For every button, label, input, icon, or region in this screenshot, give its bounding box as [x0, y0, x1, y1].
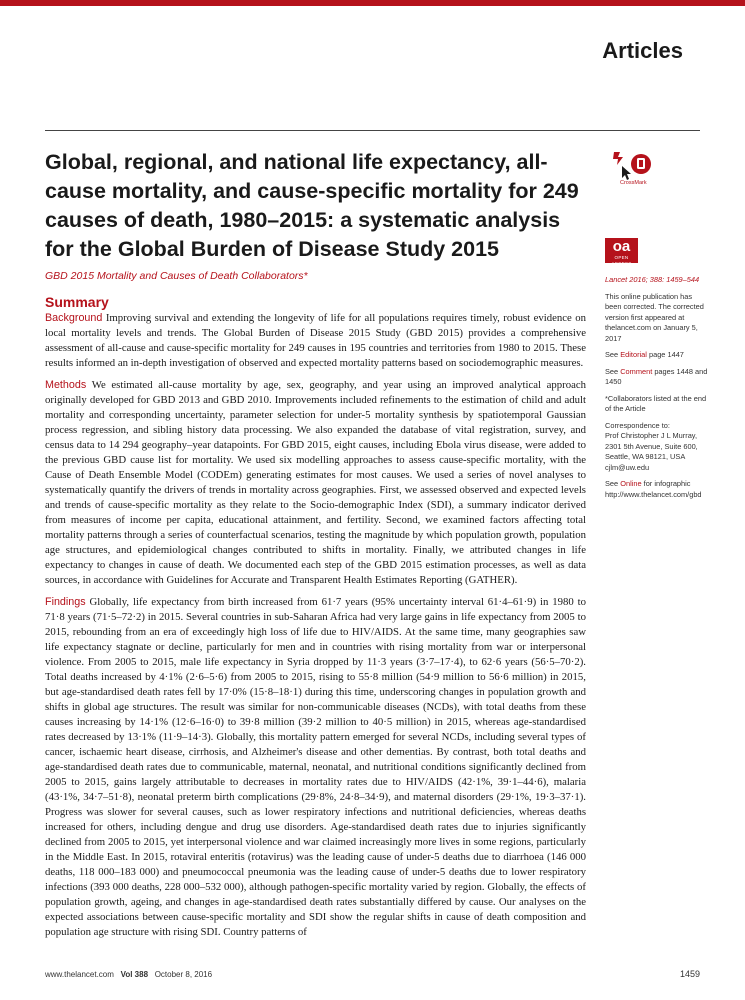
see-editorial-pre: See [605, 350, 621, 359]
see-comment-post: pages 1448 and 1450 [605, 366, 708, 386]
open-access-mark: oa [612, 238, 631, 255]
background-text: Improving survival and extending the longevity of life for all populations requires timely, robust evidence on local mortality levels and trends. The Global Burden of Disease 2015 Study (GBD 2015) provides a comprehensive assessment of all-cause and cause-specific mortality for 249 causes in 195 countries and territories from 1980 to 2015. These results informed an in-depth investigation of observed and expected mortality patterns based on sociodemographic measures. [45, 312, 587, 369]
correspondence-address-2: Seattle, WA 98121, USA [605, 452, 686, 461]
author-line[interactable]: GBD 2015 Mortality and Causes of Death Collaborators* [45, 270, 308, 282]
see-editorial-post: page 1447 [646, 350, 684, 359]
abstract-background [45, 311, 586, 371]
article-title: Global, regional, and national life expectancy, all-cause mortality, and cause-specific mortality for 249 causes of death, 1980–2015: a systematic analysis for the Global Burden of Disease Study 2015 [45, 150, 579, 261]
findings-label: Findings [45, 596, 86, 608]
see-comment-pre: See [605, 366, 621, 376]
correspondence-name: Prof Christopher J L Murray, [605, 431, 697, 440]
online-link[interactable]: Online [620, 479, 642, 488]
see-online-post: for infographic [641, 479, 691, 488]
correction-note: This online publication has been corrected. The corrected version first appeared at thelancet.com on January 5, 2017 [605, 291, 704, 343]
collaborators-note: *Collaborators listed at the end of the Article [605, 393, 707, 413]
methods-label: Methods [45, 379, 87, 391]
summary-heading: Summary [45, 294, 109, 310]
see-comment [605, 367, 710, 388]
abstract-methods [45, 378, 586, 588]
correspondence-email[interactable]: cjlm@uw.edu [605, 462, 650, 472]
crossmark-label: CrossMark [620, 180, 647, 186]
open-access-label: OPEN ACCESS [611, 255, 632, 266]
editorial-link[interactable]: Editorial [620, 350, 647, 359]
abstract-findings [45, 595, 586, 940]
footer-volume: Vol 388 [120, 970, 149, 979]
findings-text: Globally, life expectancy from birth increased from 61·7 years (95% uncertainty interval 61·4–61·9) in 1980 to 71·8 years (71·5–72·2) in 2015. Several countries in sub-Saharan Africa had very large gains in life expectancy from 2005 to 2015, rebounding from an era of exceedingly high loss of life due to HIV/AIDS. At the same time, many geographies saw life expectancy stagnate or decline, particularly for men and in countries with rising mortality from war or interpersonal violence. From 2005 to 2015, male life expectancy in Syria dropped by 11·3 years (3·7–17·4), to 62·6 years (56·5–70·2). Total deaths increased by 4·1% (2·6–5·6) from 2005 to 2015, rising to 55·8 million (54·9 million to 56·6 million) in 2015, but age-standardised death rates fell by 17·0% (15·8–18·1) during this time, underscoring changes in population growth and shifts in global age structures. The result was similar for non-communicable diseases (NCDs), with total deaths from these causes increasing by 14·1% (12·6–16·0) to 39·8 million (39·2 million to 40·5 million) in 2015, whereas age-standardised rates decreased by 13·1% (11·9–14·3). Globally, this mortality pattern emerged for several NCDs, including several types of cancer, ischaemic heart disease, cirrhosis, and Alzheimer's disease and other dementias. By contrast, both total deaths and age-standardised death rates due to communicable, maternal, neonatal, and nutritional conditions significantly declined from 2005 to 2015, gains largely attributable to decreases in mortality rates due to HIV/AIDS (42·1%, 39·1–44·6), malaria (43·1%, 34·7–51·8), neonatal preterm birth complications (29·8%, 24·8–34·9), and maternal disorders (29·1%, 19·3–37·1). Progress was slower for several causes, such as lower respiratory infections and nutritional deficiencies, whereas deaths increased for others, including dengue and drug use disorders. Age-standardised death rates due to injuries significantly declined from 2005 to 2015, yet interpersonal violence and war claimed increasingly more lives in some regions, particularly in the Middle East. In 2015, rotaviral enteritis (rotavirus) was the leading cause of under-5 deaths due to diarrhoea (146 000 deaths, 118 000–183 000) and pneumococcal pneumonia was the leading cause of under-5 deaths due to lower respiratory infections (393 000 deaths, 228 000–532 000), although pathogen-specific mortality varied by region. Globally, the effects of population growth, ageing, and changes in age-standardised death rates substantially differed by cause. Our analyses on the expected associations between cause-specific mortality and SDI show the regular shifts in cause of death composition and population age structure with rising SDI. Country patterns of [45, 596, 587, 938]
see-editorial [605, 350, 710, 361]
citation: Lancet 2016; 388: 1459–544 [605, 275, 700, 284]
footer-date: October 8, 2016 [154, 970, 213, 979]
correspondence-address-1: 2301 5th Avenue, Suite 600, [605, 441, 698, 451]
sidebar [605, 275, 710, 506]
correspondence [605, 421, 710, 474]
see-online [605, 479, 710, 500]
abstract [45, 311, 586, 947]
top-red-bar [0, 0, 745, 6]
footer-left [45, 970, 212, 979]
footer-site[interactable]: www.thelancet.com [45, 970, 114, 979]
see-online-pre: See [605, 479, 621, 488]
infographic-url[interactable]: http://www.thelancet.com/gbd [605, 489, 702, 499]
page-number: 1459 [679, 969, 700, 979]
methods-text: We estimated all-cause mortality by age, sex, geography, and year using an improved analytical approach originally developed for GBD 2013 and GBD 2010. Improvements included refinements to the estimation of child and adult mortality and corresponding uncertainty, parameter selection for under-5 mortality synthesis by spatiotemporal Gaussian process regression, and sibling history data processing. We also expanded the database of vital registration, survey, and census data to 14 294 geography–year datapoints. For GBD 2015, eight causes, including Ebola virus disease, were added to the previous GBD cause list for mortality. We used six modelling approaches to assess cause-specific mortality, with the Cause of Death Ensemble Model (CODEm) generating estimates for most causes. We used a series of novel analyses to systematically quantify the drivers of trends in mortality across geographies. First, we assessed observed and expected levels and trends of cause-specific mortality as they relate to the Socio-demographic Index (SDI), a summary indicator derived from measures of income per capita, educational attainment, and fertility. Second, we examined factors affecting total mortality patterns through a series of counterfactual scenarios, testing the magnitude by which population growth, population age structures, and epidemiological changes contributed to shifts in mortality. Finally, we attributed changes in life expectancy to changes in cause of death. We documented each step of the GBD 2015 estimation processes, as well as data sources, in accordance with Guidelines for Accurate and Transparent Health Estimates Reporting (GATHER). [45, 379, 586, 586]
section-label: Articles [602, 38, 683, 63]
citation-line [605, 275, 710, 286]
correspondence-label: Correspondence to: [605, 420, 670, 430]
open-access-icon [605, 238, 638, 266]
comment-link[interactable]: Comment [620, 366, 653, 376]
background-label: Background [45, 312, 103, 324]
header-rule [45, 130, 700, 131]
